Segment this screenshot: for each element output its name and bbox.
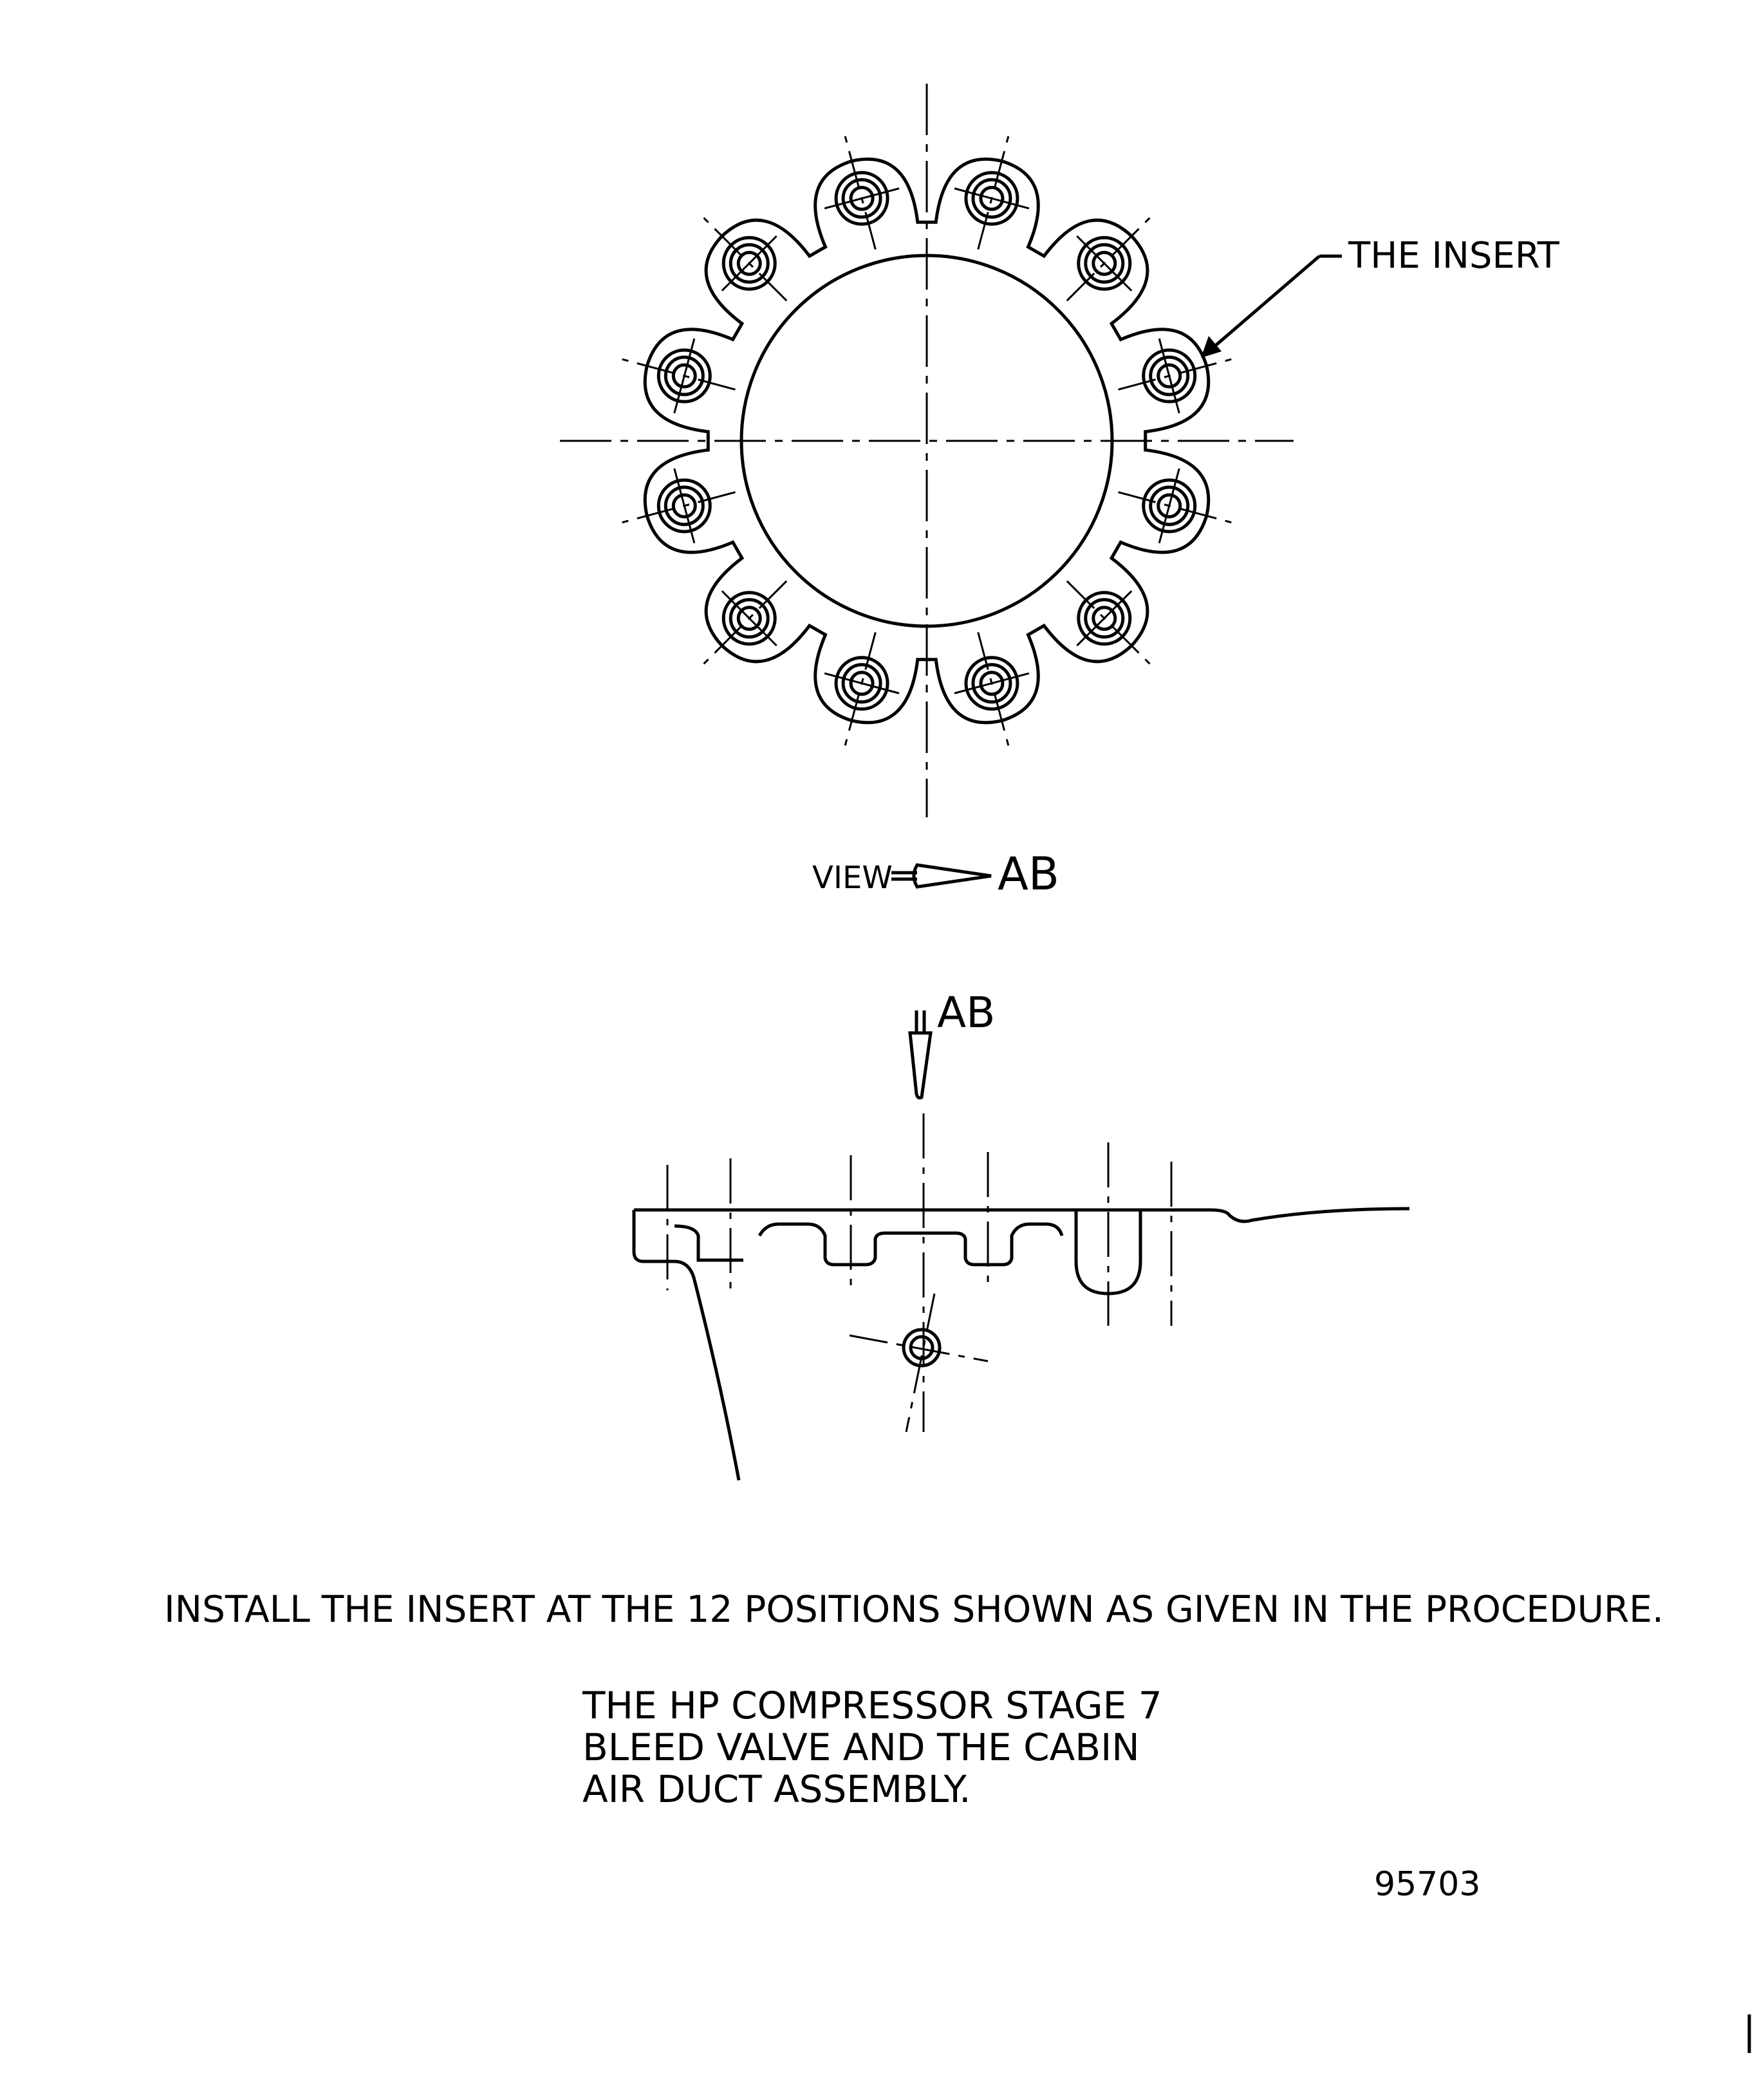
insert-position-icon bbox=[1067, 581, 1155, 669]
instruction-note: INSTALL THE INSERT AT THE 12 POSITIONS SHOWN AS GIVEN IN THE PROCEDURE. bbox=[164, 1588, 1664, 1631]
insert-position-icon bbox=[954, 130, 1029, 249]
insert-position-icon bbox=[616, 339, 735, 413]
insert-position-icon bbox=[824, 130, 899, 249]
section-insert-icon bbox=[850, 1294, 988, 1432]
view-name-label: AB bbox=[998, 848, 1059, 900]
section-arrow-icon bbox=[910, 1010, 931, 1098]
caption-line-1: THE HP COMPRESSOR STAGE 7 bbox=[582, 1684, 1162, 1727]
insert-position-icon bbox=[1119, 469, 1238, 543]
view-arrow-icon bbox=[891, 865, 991, 887]
insert-position-icon bbox=[616, 469, 735, 543]
insert-position-icon bbox=[1067, 213, 1155, 301]
insert-position-icon bbox=[954, 633, 1029, 752]
section-arrow-label: AB bbox=[937, 988, 996, 1037]
insert-leader bbox=[1201, 256, 1342, 358]
caption-line-3: AIR DUCT ASSEMBLY. bbox=[582, 1767, 971, 1811]
flange-side-view bbox=[634, 1113, 1409, 1480]
insert-callout-label: THE INSERT bbox=[1348, 235, 1559, 277]
insert-position-icon bbox=[699, 213, 786, 301]
insert-position-icon bbox=[699, 581, 786, 669]
figure-number: 95703 bbox=[1374, 1865, 1481, 1904]
view-prefix-label: VIEW bbox=[812, 860, 893, 896]
insert-position-icon bbox=[824, 633, 899, 752]
flange-face-view bbox=[560, 84, 1294, 817]
caption-line-2: BLEED VALVE AND THE CABIN bbox=[582, 1725, 1140, 1769]
